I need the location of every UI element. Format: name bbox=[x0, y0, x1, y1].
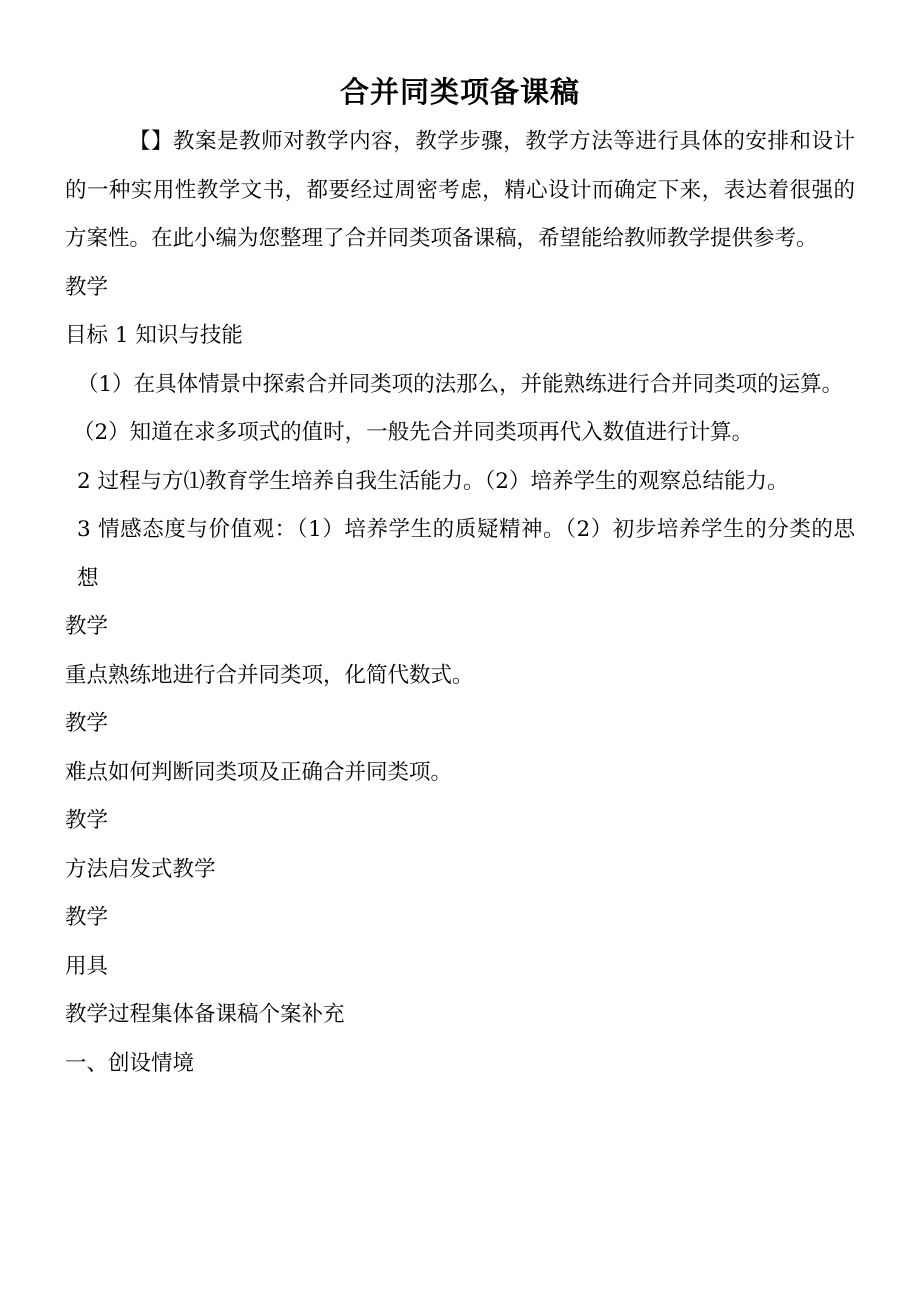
section-label-teaching: 教学 bbox=[65, 274, 109, 300]
key-point: 重点熟练地进行合并同类项，化简代数式。 bbox=[65, 662, 474, 688]
objective-heading: 目标 1 知识与技能 bbox=[65, 323, 243, 348]
method: 方法启发式教学 bbox=[65, 856, 216, 882]
tools: 用具 bbox=[65, 953, 109, 979]
section-label-teaching: 教学 bbox=[65, 905, 109, 930]
section-label-teaching: 教学 bbox=[65, 614, 109, 639]
document-title: 合并同类项备课稿 bbox=[339, 75, 580, 109]
section-label-teaching: 教学 bbox=[65, 711, 109, 736]
objective-item-2: （2）知道在求多项式的值时，一般先合并同类项再代入数值进行计算。 bbox=[73, 420, 754, 445]
section-heading-scenario: 一、创设情境 bbox=[65, 1050, 195, 1076]
objective-process: 2 过程与方⑴教育学生培养自我生活能力。（2）培养学生的观察总结能力。 bbox=[77, 468, 789, 494]
document-body bbox=[65, 118, 855, 1088]
process-header: 教学过程集体备课稿个案补充 bbox=[65, 1002, 345, 1027]
objective-emotion: 3 情感态度与价值观：（1）培养学生的质疑精神。（2）初步培养学生的分类的思想 bbox=[77, 517, 855, 591]
section-label-teaching: 教学 bbox=[65, 808, 109, 833]
objective-item-1: （1）在具体情景中探索合并同类项的法那么，并能熟练进行合并同类项的运算。 bbox=[77, 371, 844, 397]
intro-paragraph: 【】教案是教师对教学内容，教学步骤，教学方法等进行具体的安排和设计的一种实用性教学文书，都要经过周密考虑，精心设计而确定下来，表达着很强的方案性。在此小编为您整理了合并同类项备课稿，希望能给教师教学提供参考。 bbox=[65, 129, 855, 251]
difficulty: 难点如何判断同类项及正确合并同类项。 bbox=[65, 759, 453, 785]
